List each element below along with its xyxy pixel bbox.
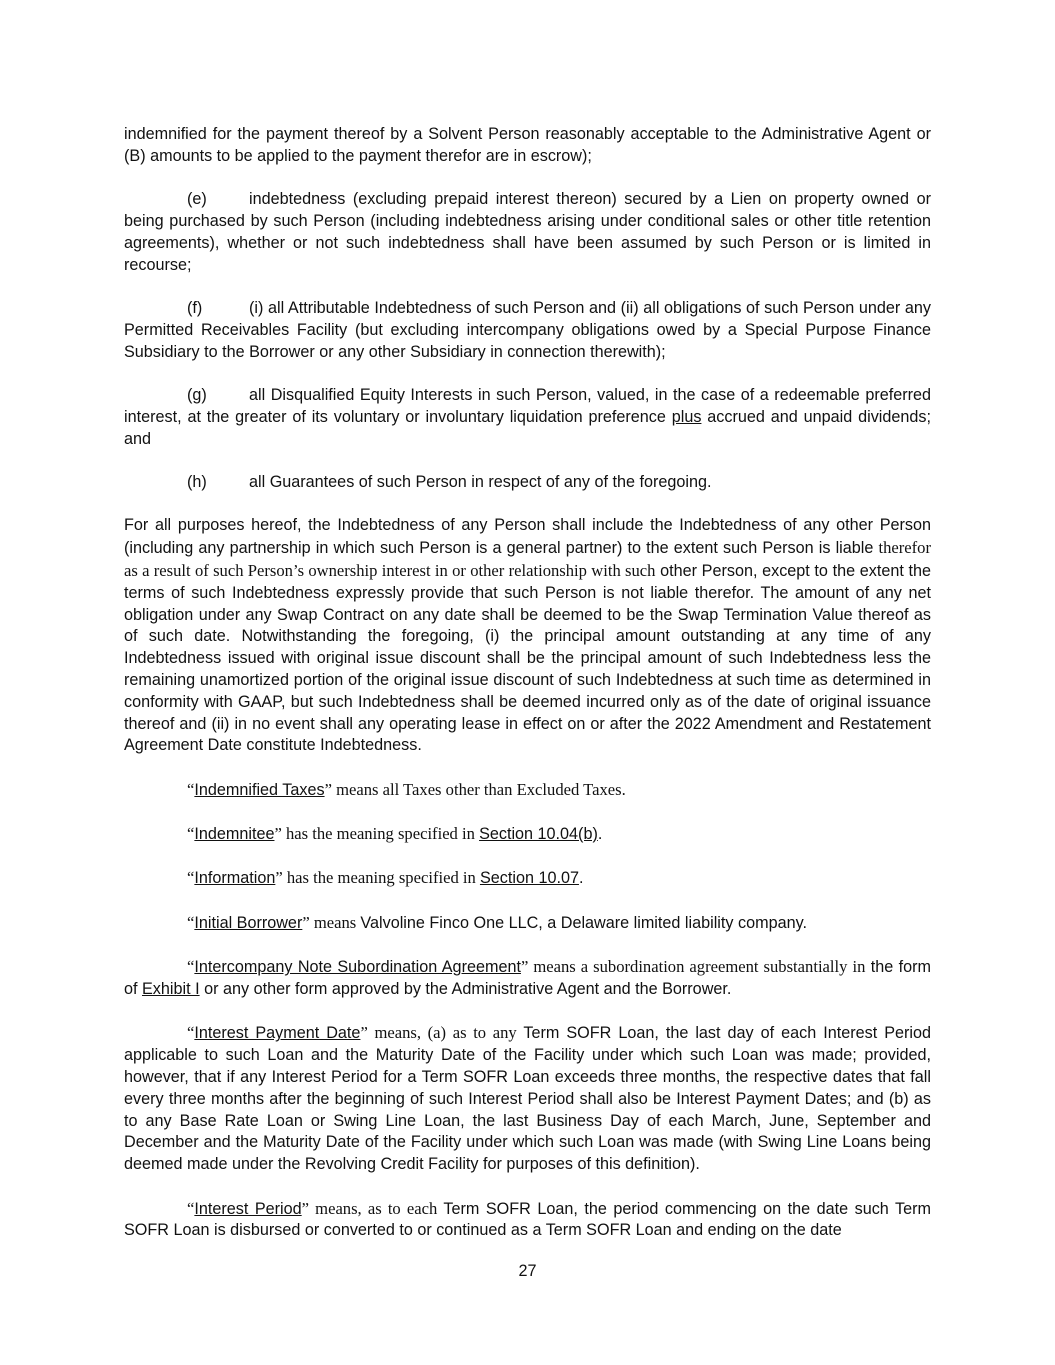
document-page [124, 124, 931, 1242]
clause-label: (e) [187, 190, 207, 209]
definition-indemnified-taxes: “Indemnified Taxes” means all Taxes other than Excluded Taxes. [187, 779, 626, 799]
definition-intercompany-note: “Intercompany Note Subordination Agreement” means a subordination agreement substantially in the form of Exhibit I or any other form approved by the Administrative Agent and the Borrower. [124, 957, 931, 999]
clause-h: (h) all Guarantees of such Person in respect of any of the foregoing. [124, 472, 931, 494]
clause-f: (f) (i) all Attributable Indebtedness of such Person and (ii) all obligations of such Person under any Permitted Receivables Facility (but excluding intercompany obligations owed by a Special Purpose Finance Subsidiary to the Borrower or any other Subsidiary in connection therewith); [124, 298, 931, 361]
clause-label: (h) [187, 472, 207, 491]
section-reference: Section 10.04(b) [479, 825, 598, 844]
defined-term: Intercompany Note Subordination Agreement [194, 958, 521, 977]
paragraph-continuation: indemnified for the payment thereof by a Solvent Person reasonably acceptable to the Administrative Agent or (B) amounts to be applied to the payment therefor are in escrow); [124, 125, 931, 165]
clause-label: (g) [187, 385, 207, 404]
definition-indemnitee: “Indemnitee” has the meaning specified in Section 10.04(b). [187, 824, 603, 844]
page-number: 27 [518, 1262, 537, 1280]
defined-term: Indemnified Taxes [194, 780, 325, 799]
plus-term: plus [671, 407, 702, 426]
definition-initial-borrower: “Initial Borrower” means Valvoline Finco One LLC, a Delaware limited liability company. [187, 912, 807, 932]
exhibit-reference: Exhibit I [142, 980, 200, 999]
definition-interest-period: “Interest Period” means, as to each Term SOFR Loan, the period commencing on the date such Term SOFR Loan is disbursed or converted to or continued as a Term SOFR Loan and ending on the date [124, 1198, 931, 1240]
clause-g: (g) all Disqualified Equity Interests in such Person, valued, in the case of a redeemable preferred interest, at the greater of its voluntary or involuntary liquidation preference plus accrued and unpaid dividends; and [124, 385, 931, 448]
definition-information: “Information” has the meaning specified in Section 10.07. [187, 868, 584, 888]
defined-term: Interest Payment Date [194, 1024, 361, 1043]
definition-interest-payment-date: “Interest Payment Date” means, (a) as to any Term SOFR Loan, the last day of each Interest Period applicable to such Loan and the Maturity Date of the Facility under which such Loan was made; provided, however, that if any Interest Period for a Term SOFR Loan exceeds three months, the respective dates that fall every three months after the beginning of such Interest Period shall also be Interest Payment Dates; and (b) as to any Base Rate Loan or Swing Line Loan, the last Business Day of each March, June, September and December and the Maturity Date of the Facility under which such Loan was made (with Swing Line Loans being deemed made under the Revolving Credit Facility for purposes of this definition). [124, 1023, 932, 1174]
clause-e: (e) indebtedness (excluding prepaid interest thereon) secured by a Lien on property owned or being purchased by such Person (including indebtedness arising under conditional sales or other title retention agreements), whether or not such indebtedness shall have been assumed by such Person or is limited in recourse; [124, 190, 931, 274]
clause-label: (f) [187, 298, 203, 317]
paragraph-for-all-purposes: For all purposes hereof, the Indebtedness of any Person shall include the Indebtedness of any other Person (including any partnership in which such Person is a general partner) to the extent such Person is liable therefor as a result of such Person’s ownership interest in or other relationship with such other Person, except to the extent the terms of such Indebtedness expressly provide that such Person is not liable therefor. The amount of any net obligation under any Swap Contract on any date shall be deemed to be the Swap Termination Value thereof as of such date. Notwithstanding the foregoing, (i) the principal amount outstanding at any time of any Indebtedness issued with original issue discount shall be the principal amount of such Indebtedness less the remaining unamortized portion of the original issue discount of such Indebtedness at such time as determined in conformity with GAAP, but such Indebtedness shall be deemed incurred only as of the date of original issuance thereof and (ii) in no event shall any operating lease in effect on or after the 2022 Amendment and Restatement Agreement Date constitute Indebtedness. [124, 516, 931, 755]
defined-term: Initial Borrower [194, 913, 303, 932]
defined-term: Indemnitee [194, 825, 275, 844]
defined-term: Information [194, 869, 276, 888]
defined-term: Interest Period [194, 1199, 302, 1218]
section-reference: Section 10.07 [479, 869, 579, 888]
